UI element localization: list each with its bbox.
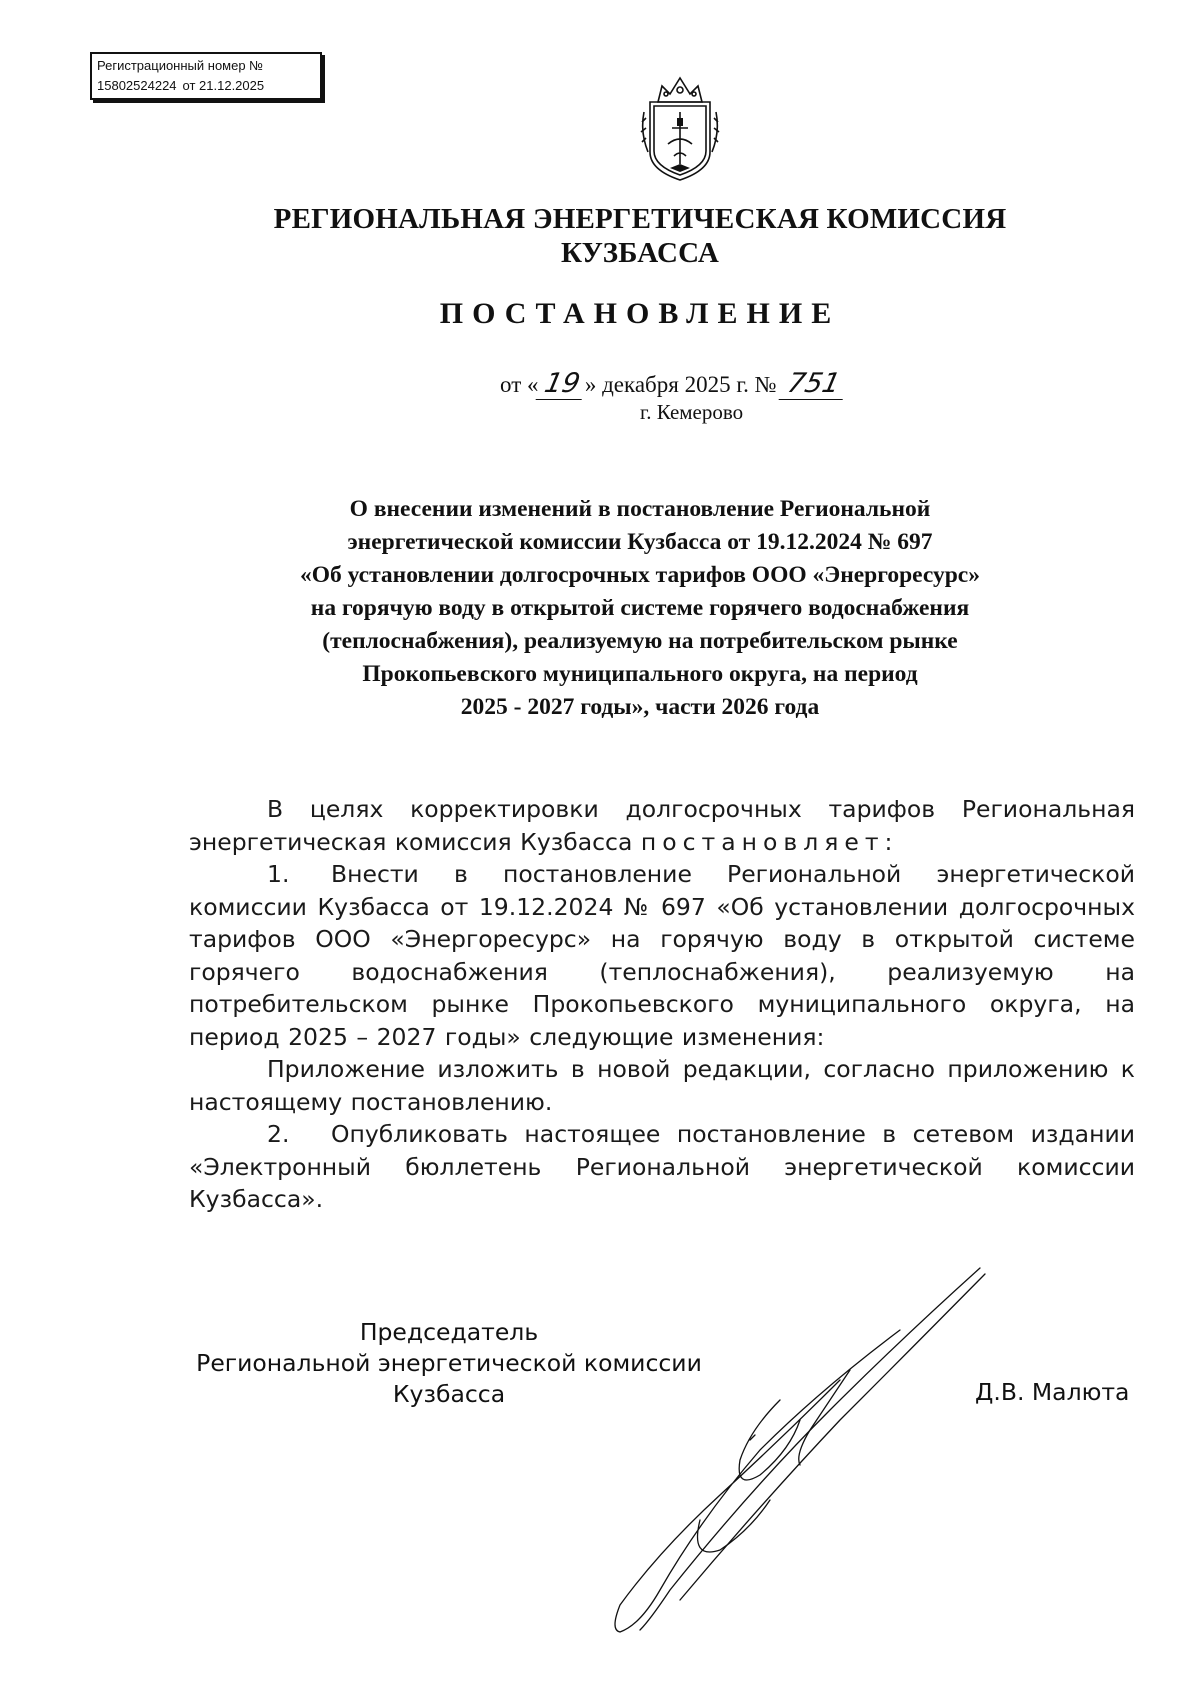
organization-title-line2: КУЗБАССА xyxy=(561,237,719,269)
signatory-name: Д.В. Малюта xyxy=(975,1378,1130,1406)
organization-title xyxy=(200,202,1080,270)
preamble-paragraph xyxy=(189,793,1135,858)
registration-number-line xyxy=(97,76,315,96)
item-1-text: Внести в постановление Региональной энергетической комиссии Кузбасса от 19.12.2024 № 697 «Об установлении долгосрочных тарифов ООО «Энергоресурс» на горячую воду в открытой системе горячего водоснабжения (теплоснабжения), реализуемую на потребительском рынке Прокопьевского муниципального округа, на период 2025 – 2027 годы» следующие изменения: xyxy=(189,860,1135,1051)
document-number-handwritten: 751 xyxy=(779,368,849,400)
subject-line: 2025 - 2027 годы», части 2026 года xyxy=(460,694,820,720)
signatory-title-line3: Кузбасса xyxy=(392,1380,506,1408)
date-prefix: от « xyxy=(500,372,539,397)
item-1-number: 1. xyxy=(267,860,290,888)
document-city: г. Кемерово xyxy=(640,400,744,424)
item-1-paragraph xyxy=(189,858,1135,1053)
subject-line: «Об установлении долгосрочных тарифов ООО «Энергоресурс» xyxy=(299,562,980,588)
registration-label: Регистрационный номер № xyxy=(97,58,264,73)
registration-number: 15802524224 xyxy=(97,78,177,93)
registration-stamp xyxy=(90,52,322,100)
subject-line: Прокопьевского муниципального округа, на период xyxy=(362,661,918,687)
document-type: ПОСТАНОВЛЕНИЕ xyxy=(439,297,841,330)
document-subject xyxy=(240,493,1040,724)
document-date xyxy=(500,368,960,400)
item-1-sub-paragraph: Приложение изложить в новой редакции, согласно приложению к настоящему постановлению. xyxy=(189,1055,1135,1116)
subject-line: энергетической комиссии Кузбасса от 19.12.2024 № 697 xyxy=(347,529,933,555)
signatory-title-line2: Региональной энергетической комиссии xyxy=(196,1349,702,1377)
item-2-text: Опубликовать настоящее постановление в сетевом издании «Электронный бюллетень Региональной энергетической комиссии Кузбасса». xyxy=(189,1120,1135,1213)
document-body xyxy=(189,793,1135,1216)
signatory-title-line1: Председатель xyxy=(359,1318,539,1346)
item-2-number: 2. xyxy=(267,1120,290,1148)
handwritten-signature xyxy=(600,1260,1000,1640)
organization-title-line1: РЕГИОНАЛЬНАЯ ЭНЕРГЕТИЧЕСКАЯ КОМИССИЯ xyxy=(273,203,1007,235)
subject-line: (теплоснабжения), реализуемую на потребительском рынке xyxy=(322,628,958,654)
item-2-paragraph xyxy=(189,1118,1135,1216)
date-day-handwritten: 19 xyxy=(535,368,588,400)
preamble-verb: постановляет: xyxy=(640,827,899,856)
registration-date: от 21.12.2025 xyxy=(182,78,265,93)
date-middle: » декабря 2025 г. № xyxy=(584,372,777,397)
subject-line: О внесении изменений в постановление Региональной xyxy=(349,496,931,522)
coat-of-arms-icon xyxy=(640,72,720,184)
subject-line: на горячую воду в открытой системе горячего водоснабжения xyxy=(310,595,970,621)
preamble-text: В целях корректировки долгосрочных тарифов Региональная энергетическая комиссия Кузбасса xyxy=(189,795,1135,856)
